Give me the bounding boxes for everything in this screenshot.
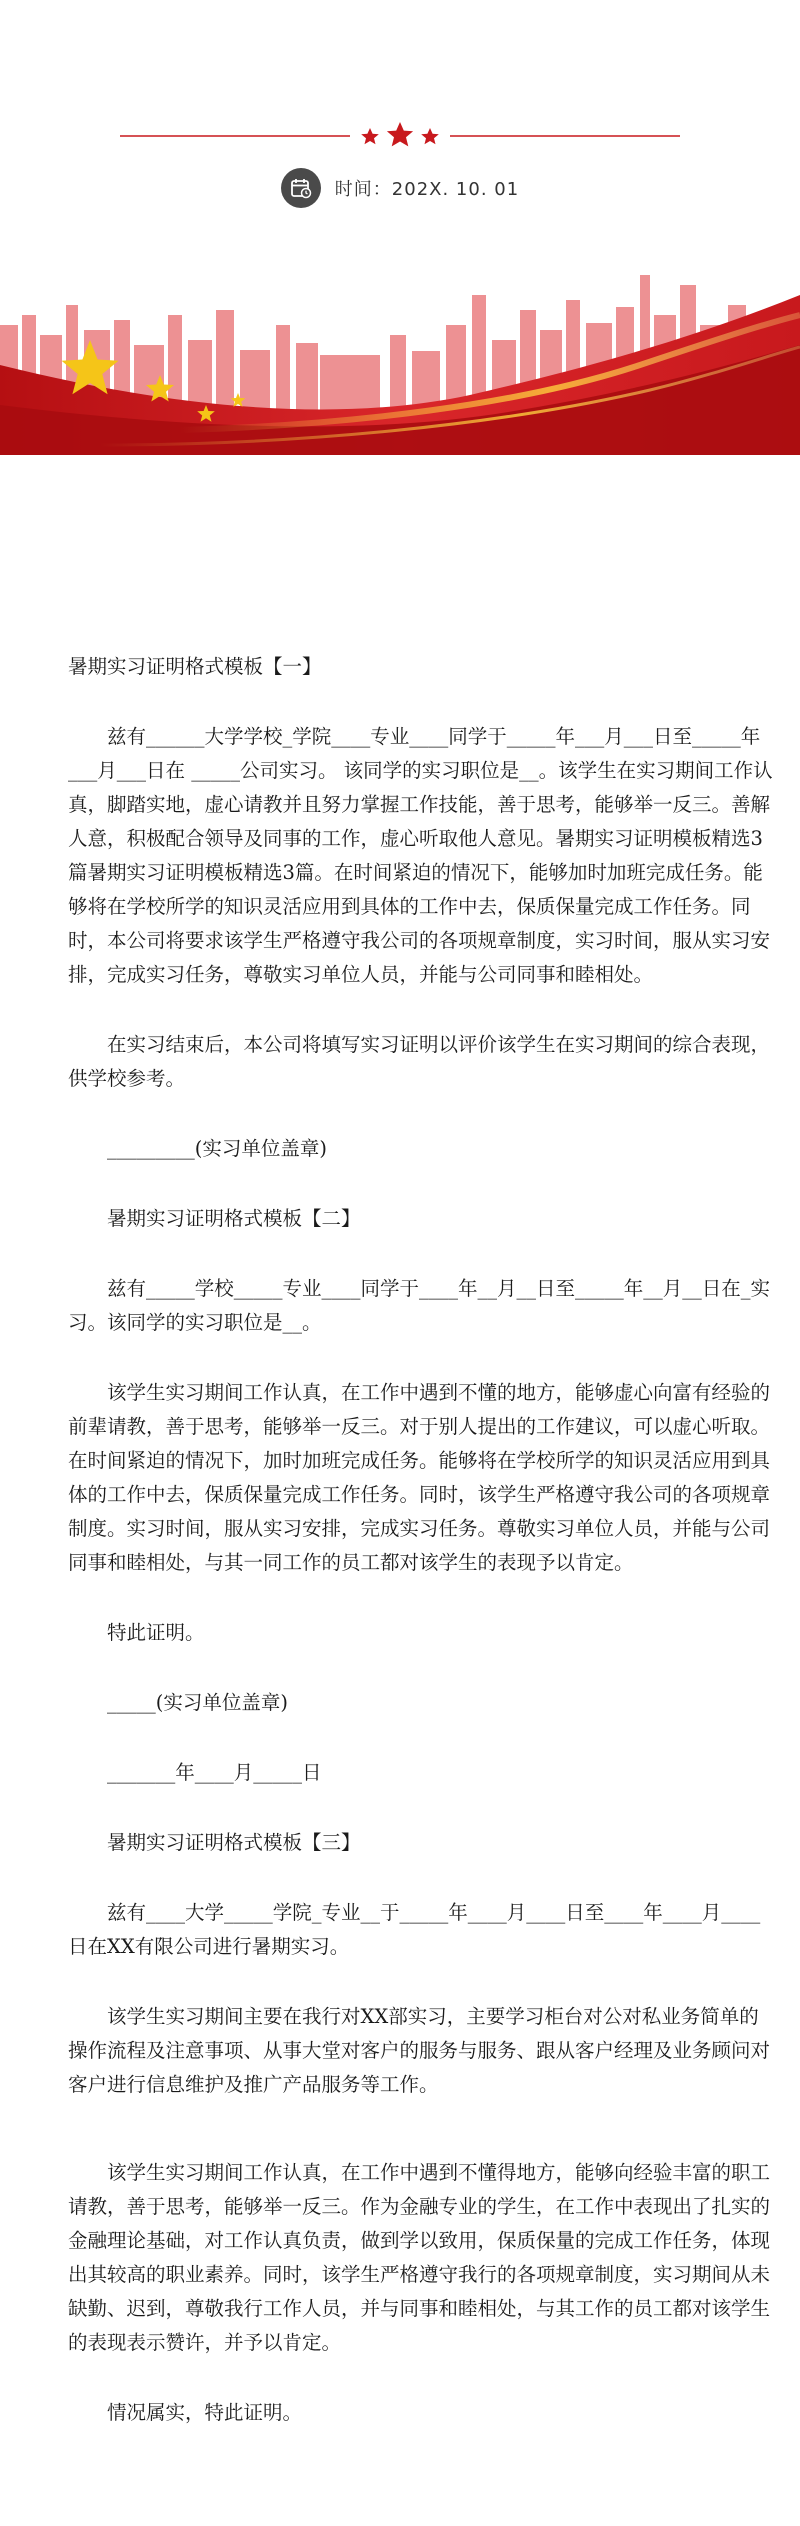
template-2-date-line: _______年____月_____日 bbox=[107, 1761, 322, 1784]
star-icon bbox=[361, 128, 379, 144]
star-icon bbox=[387, 122, 413, 146]
skyline-banner bbox=[0, 255, 800, 455]
template-3-title: 暑期实习证明格式模板【三】 bbox=[107, 1831, 361, 1854]
date-row bbox=[0, 166, 800, 210]
template-2-seal: _____(实习单位盖章) bbox=[107, 1691, 288, 1714]
template-3-closing: 情况属实，特此证明。 bbox=[107, 2401, 303, 2424]
template-3-para-1: 兹有____大学_____学院_专业__于_____年____月____日至____年____月____日在XX有限公司进行暑期实习。 bbox=[68, 1901, 761, 1958]
template-1-seal: _________(实习单位盖章) bbox=[107, 1137, 327, 1160]
star-icon bbox=[421, 128, 439, 144]
template-2-title: 暑期实习证明格式模板【二】 bbox=[107, 1207, 361, 1230]
template-1-para-1: 兹有______大学学校_学院____专业____同学于_____年___月___日至_____年___月___日在 _____公司实习。 该同学的实习职位是__。该学生在实习期间工作认真，脚踏实地，虚心请教并且努力掌握工作技能，善于思考，能够举一反三。善解人意，积极配合领导及同事的工作，虚心听取他人意见。暑期实习证明模板精选3篇暑期实习证明模板精选3篇。在时间紧迫的情况下，能够加时加班完成任务。能够将在学校所学的知识灵活应用到具体的工作中去，保质保量完成工作任务。同时，本公司将要求该学生严格遵守我公司的各项规章制度，实习时间，服从实习安排，完成实习任务，尊敬实习单位人员，并能与公司同事和睦相处。 bbox=[68, 725, 773, 986]
star-divider bbox=[0, 118, 800, 154]
template-1-para-2: 在实习结束后，本公司将填写实习证明以评价该学生在实习期间的综合表现，供学校参考。 bbox=[68, 1033, 771, 1090]
calendar-icon bbox=[281, 168, 321, 208]
publish-date: 时间：202X. 10. 01 bbox=[334, 179, 520, 200]
template-2-para-2: 该学生实习期间工作认真，在工作中遇到不懂的地方，能够虚心向富有经验的前辈请教，善于思考，能够举一反三。对于别人提出的工作建议，可以虚心听取。在时间紧迫的情况下，加时加班完成任务。能够将在学校所学的知识灵活应用到具体的工作中去，保质保量完成工作任务。同时，该学生严格遵守我公司的各项规章制度。实习时间，服从实习安排，完成实习任务。尊敬实习单位人员，并能与公司同事和睦相处，与其一同工作的员工都对该学生的表现予以肯定。 bbox=[68, 1381, 771, 1574]
document-body bbox=[68, 650, 776, 2430]
template-2-closing: 特此证明。 bbox=[107, 1621, 205, 1644]
template-1-title: 暑期实习证明格式模板【一】 bbox=[68, 655, 322, 678]
template-3-para-2: 该学生实习期间主要在我行对XX部实习，主要学习柜台对公对私业务简单的操作流程及注意事项、从事大堂对客户的服务与服务、跟从客户经理及业务顾问对客户进行信息维护及推广产品服务等工作。 bbox=[68, 2005, 771, 2096]
template-3-para-3: 该学生实习期间工作认真，在工作中遇到不懂得地方，能够向经验丰富的职工请教，善于思考，能够举一反三。作为金融专业的学生，在工作中表现出了扎实的金融理论基础，对工作认真负责，做到学以致用，保质保量的完成工作任务，体现出其较高的职业素养。同时，该学生严格遵守我行的各项规章制度，实习期间从未缺勤、迟到，尊敬我行工作人员，并与同事和睦相处，与其工作的员工都对该学生的表现表示赞许，并予以肯定。 bbox=[68, 2161, 771, 2354]
template-2-para-1: 兹有_____学校_____专业____同学于____年__月__日至_____年__月__日在_实习。该同学的实习职位是__。 bbox=[68, 1277, 771, 1334]
